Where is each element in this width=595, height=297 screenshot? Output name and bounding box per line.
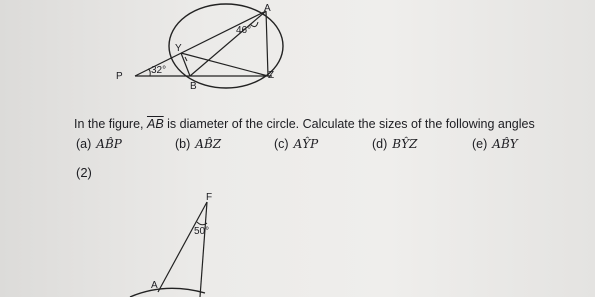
- diameter-segment: $\overline{AB}$: [146, 117, 164, 131]
- part-angle: AŶP: [293, 137, 319, 151]
- line-f-a: [158, 202, 210, 292]
- question-prefix: In the figure,: [74, 117, 144, 131]
- label-z: Z: [268, 70, 275, 81]
- question-suffix: is diameter of the circle. Calculate the sizes of the following angles: [167, 117, 535, 131]
- part-label: (d): [372, 137, 388, 151]
- part-angle: AB̂Y: [492, 137, 518, 151]
- label-f: F: [206, 192, 213, 203]
- label-a: A: [264, 3, 271, 14]
- label-a2: A: [151, 280, 158, 291]
- question-2-number: (2): [76, 165, 92, 180]
- part-label: (a): [76, 137, 92, 151]
- part-label: (e): [472, 137, 488, 151]
- part-label: (b): [175, 137, 191, 151]
- angle-label-50: 50°: [194, 226, 210, 237]
- label-y: Y: [175, 43, 182, 54]
- part-angle: AB̂Z: [195, 137, 222, 151]
- label-p: P: [116, 71, 123, 82]
- angle-label-32: 32°: [151, 65, 167, 76]
- part-label: (c): [274, 137, 289, 151]
- angle-label-46: 46°: [236, 25, 252, 36]
- circle-arc: [130, 288, 205, 297]
- part-angle: BŶZ: [392, 137, 418, 151]
- line-f-down: [200, 202, 207, 297]
- part-angle: AB̂P: [96, 137, 122, 151]
- label-b: B: [190, 81, 197, 92]
